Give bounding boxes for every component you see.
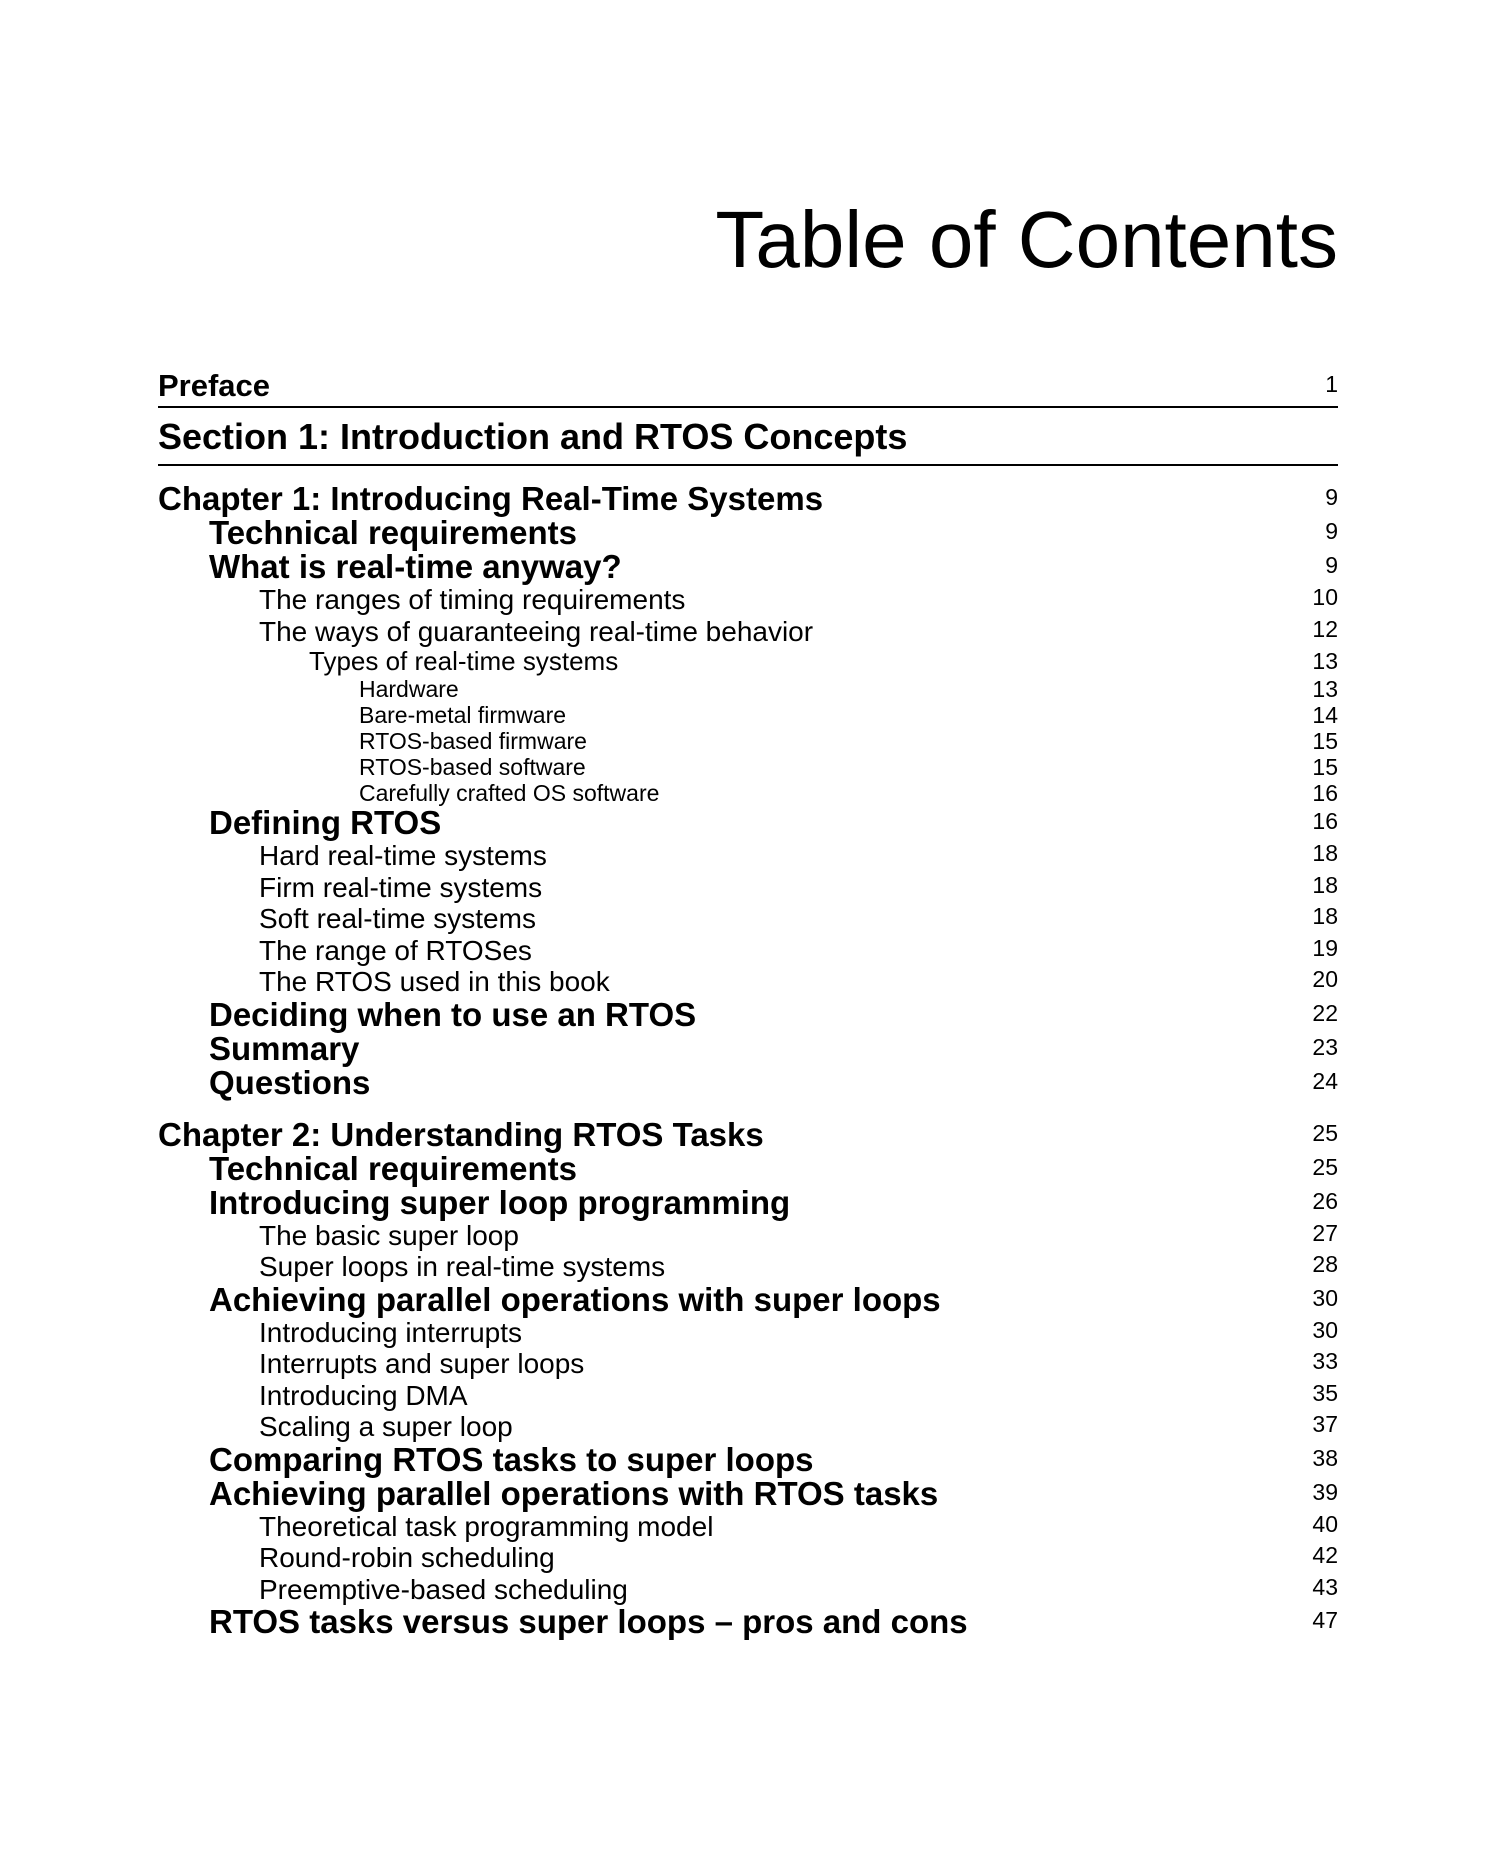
toc-entry[interactable] [158, 516, 1338, 550]
toc-page-number: 15 [1312, 754, 1338, 780]
toc-entry-label: Preemptive-based scheduling [259, 1573, 628, 1605]
toc-page-number: 18 [1312, 871, 1338, 898]
toc-entry-label: Introducing DMA [259, 1379, 468, 1411]
toc-entry[interactable] [158, 1029, 1338, 1067]
toc-entry[interactable] [158, 616, 1338, 648]
toc-entry[interactable] [158, 702, 1338, 728]
toc-entry-label: The ranges of timing requirements [259, 584, 686, 615]
toc-entry[interactable] [158, 1348, 1338, 1380]
toc-entry-label: The RTOS used in this book [259, 966, 610, 997]
toc-chapter-1[interactable] [158, 482, 1338, 516]
toc-entry-label: Round-robin scheduling [259, 1542, 555, 1573]
toc-page-number: 22 [1312, 999, 1338, 1026]
toc-page-number: 39 [1312, 1478, 1338, 1505]
toc-entry[interactable] [158, 1280, 1338, 1318]
toc-entry-label: Super loops in real-time systems [259, 1251, 666, 1282]
toc-entry-label: Scaling a super loop [259, 1411, 513, 1442]
toc-entry[interactable] [158, 1183, 1338, 1221]
toc-entry-label: Comparing RTOS tasks to super loops [209, 1440, 814, 1478]
toc-entry[interactable] [158, 676, 1338, 702]
toc-entry[interactable] [158, 754, 1338, 780]
toc-page-number: 30 [1312, 1284, 1338, 1311]
toc-chapter-2[interactable] [158, 1115, 1338, 1153]
toc-entry-label: Firm real-time systems [259, 871, 543, 903]
toc-entry-label: Preface [158, 368, 271, 403]
toc-entry-label: Introducing interrupts [259, 1316, 523, 1348]
toc-entry-label: Technical requirements [209, 514, 578, 551]
toc-entry[interactable] [158, 550, 1338, 584]
toc-entry-label: RTOS-based software [359, 754, 586, 780]
toc-page-number: 9 [1325, 552, 1338, 578]
toc-entry[interactable] [158, 872, 1338, 904]
toc-entry[interactable] [158, 995, 1338, 1033]
toc-entry-label: Theoretical task programming model [259, 1510, 714, 1542]
toc-page-number: 25 [1312, 1153, 1338, 1180]
toc-section-heading[interactable] [158, 414, 1338, 466]
toc-page-number: 24 [1312, 1067, 1338, 1094]
toc-page-number: 9 [1325, 484, 1338, 510]
toc-page-number: 14 [1312, 702, 1338, 728]
toc-page-number: 43 [1312, 1573, 1338, 1600]
toc-entry-label: Introducing super loop programming [209, 1183, 791, 1221]
toc-entry-label: Bare-metal firmware [359, 702, 567, 728]
toc-page-number: 38 [1312, 1444, 1338, 1471]
toc-entry[interactable] [158, 1317, 1338, 1349]
toc-entry-label: Achieving parallel operations with RTOS tasks [209, 1474, 939, 1512]
toc-entry[interactable] [158, 1380, 1338, 1412]
toc-entry[interactable] [158, 1251, 1338, 1283]
toc-entry[interactable] [158, 935, 1338, 967]
toc-page-number: 15 [1312, 728, 1338, 754]
toc-page-number: 47 [1312, 1607, 1338, 1633]
toc-page-number: 16 [1312, 808, 1338, 834]
toc-entry[interactable] [158, 1411, 1338, 1443]
toc-entry-label: Carefully crafted OS software [359, 780, 660, 806]
toc-page-number: 42 [1312, 1542, 1338, 1568]
toc-entry[interactable] [158, 1063, 1338, 1101]
toc-page-number: 25 [1312, 1119, 1338, 1146]
toc-entry[interactable] [158, 1542, 1338, 1574]
toc-list [158, 366, 1338, 1639]
toc-entry-label: Technical requirements [209, 1149, 578, 1187]
toc-page-number: 33 [1312, 1348, 1338, 1374]
toc-page-number: 9 [1325, 518, 1338, 544]
toc-page-number: 1 [1325, 371, 1338, 397]
toc-page-number: 35 [1312, 1379, 1338, 1406]
toc-entry-label: Summary [209, 1029, 360, 1067]
toc-page-number: 20 [1312, 966, 1338, 992]
toc-entry-label: The range of RTOSes [259, 934, 532, 966]
toc-page-number: 28 [1312, 1251, 1338, 1277]
toc-page-number: 40 [1312, 1510, 1338, 1537]
toc-page-number: 19 [1312, 934, 1338, 961]
toc-section-label: Section 1: Introduction and RTOS Concepts [158, 416, 908, 457]
toc-page-number: 13 [1312, 648, 1338, 674]
page-title: Table of Contents [715, 195, 1338, 284]
toc-entry-label: Questions [209, 1063, 371, 1101]
toc-page-number: 27 [1312, 1219, 1338, 1246]
toc-entry-label: What is real-time anyway? [209, 548, 622, 585]
toc-entry[interactable] [158, 1474, 1338, 1512]
toc-page-number: 23 [1312, 1033, 1338, 1060]
toc-entry[interactable] [158, 728, 1338, 754]
toc-entry-label: Hardware [359, 676, 459, 702]
toc-entry[interactable] [158, 903, 1338, 935]
toc-page-number: 37 [1312, 1411, 1338, 1437]
toc-entry-label: RTOS-based firmware [359, 728, 587, 754]
toc-entry-label: The ways of guaranteeing real-time behavior [259, 615, 814, 647]
toc-page-number: 12 [1312, 615, 1338, 642]
toc-entry[interactable] [158, 584, 1338, 616]
toc-entry-label: Types of real-time systems [309, 646, 619, 676]
toc-page-number: 18 [1312, 840, 1338, 866]
toc-page-number: 16 [1312, 780, 1338, 806]
toc-entry-label: Chapter 2: Understanding RTOS Tasks [158, 1115, 764, 1153]
toc-entry-label: Achieving parallel operations with super loops [209, 1280, 941, 1318]
toc-entry[interactable] [158, 1511, 1338, 1543]
toc-entry[interactable] [158, 806, 1338, 840]
toc-entry-label: Interrupts and super loops [259, 1348, 585, 1379]
toc-page-number: 10 [1312, 584, 1338, 610]
toc-entry[interactable] [158, 1149, 1338, 1187]
toc-entry-label: The basic super loop [259, 1219, 519, 1251]
toc-entry-preface[interactable] [158, 366, 1338, 408]
toc-entry[interactable] [158, 780, 1338, 806]
toc-entry[interactable] [158, 966, 1338, 998]
toc-entry[interactable] [158, 1605, 1338, 1639]
toc-entry[interactable] [158, 1574, 1338, 1606]
toc-entry-label: Deciding when to use an RTOS [209, 995, 697, 1033]
toc-entry-label: Chapter 1: Introducing Real-Time Systems [158, 480, 824, 517]
toc-entry[interactable] [158, 840, 1338, 872]
toc-entry[interactable] [158, 1220, 1338, 1252]
toc-entry-label: Hard real-time systems [259, 840, 547, 871]
toc-entry-label: Soft real-time systems [259, 903, 536, 934]
toc-page-number: 30 [1312, 1316, 1338, 1343]
toc-entry[interactable] [158, 647, 1338, 676]
toc-page-number: 18 [1312, 903, 1338, 929]
toc-page-number: 13 [1312, 676, 1338, 702]
toc-page-number: 26 [1312, 1187, 1338, 1214]
toc-entry[interactable] [158, 1440, 1338, 1478]
toc-entry-label: Defining RTOS [209, 804, 442, 841]
toc-entry-label: RTOS tasks versus super loops – pros and cons [209, 1603, 968, 1640]
